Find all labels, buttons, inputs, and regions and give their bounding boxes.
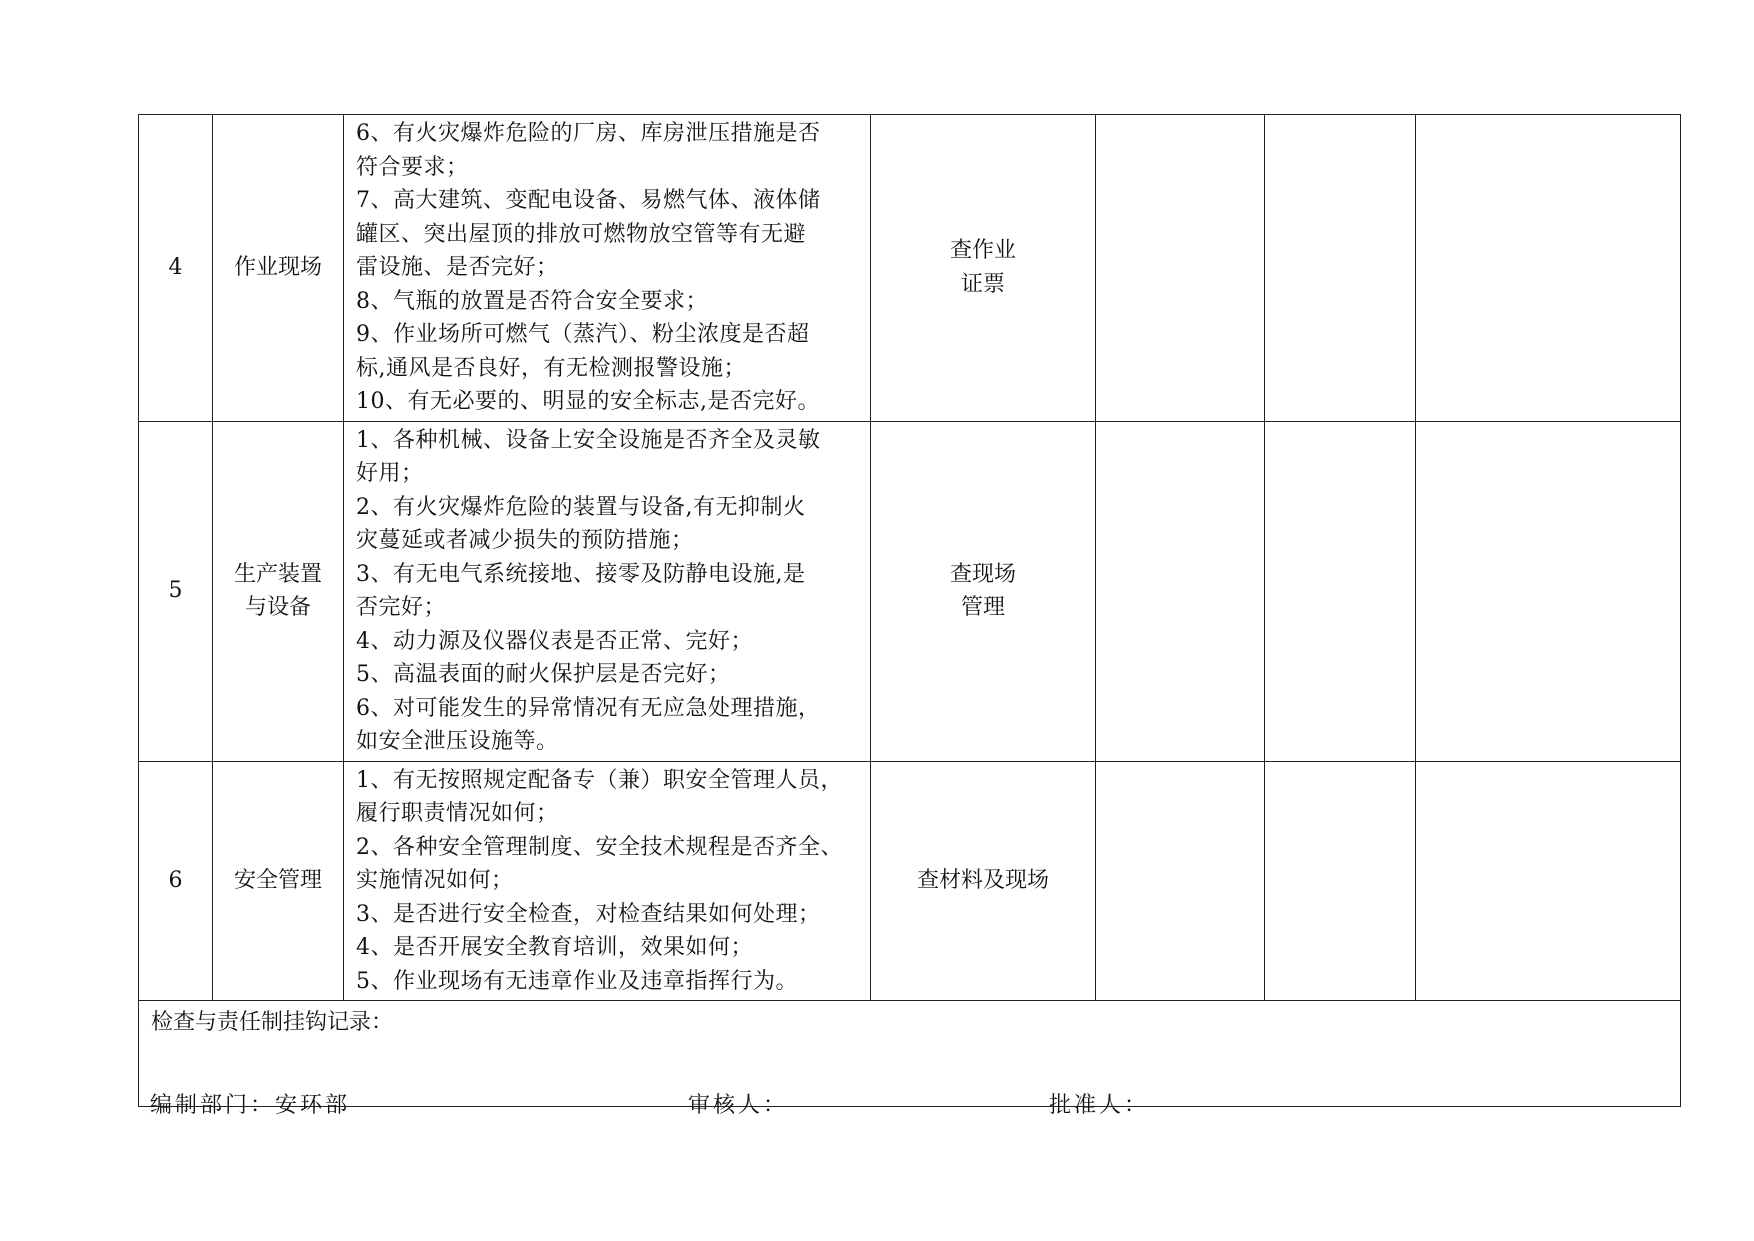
row-number: 6	[139, 761, 213, 1001]
blank-cell	[1096, 761, 1265, 1001]
check-method: 查现场 管理	[871, 421, 1096, 761]
footer-reviewer: 审核人：	[688, 1093, 789, 1118]
footer-department: 编制部门：安环部	[150, 1093, 351, 1118]
check-method: 查作业 证票	[871, 115, 1096, 422]
footer-approver: 批准人：	[1049, 1093, 1150, 1118]
blank-cell	[1265, 761, 1416, 1001]
row-number: 4	[139, 115, 213, 422]
check-content: 6、有火灾爆炸危险的厂房、库房泄压措施是否 符合要求； 7、高大建筑、变配电设备、易燃气体、液体储 罐区、突出屋顶的排放可燃物放空管等有无避 雷设施、是否完好； 8、气瓶的放置是否符合安全要求； 9、作业场所可燃气（蒸汽）、粉尘浓度是否超 标,通风是否良好，有无检测报警设施； 10、有无必要的、明显的安全标志,是否完好。	[344, 115, 871, 422]
blank-cell	[1096, 115, 1265, 422]
blank-cell	[1096, 421, 1265, 761]
table-row	[139, 761, 1681, 1001]
blank-cell	[1416, 421, 1681, 761]
check-content: 1、有无按照规定配备专（兼）职安全管理人员， 履行职责情况如何； 2、各种安全管理制度、安全技术规程是否齐全、 实施情况如何； 3、是否进行安全检查，对检查结果如何处理； 4、是否开展安全教育培训，效果如何； 5、作业现场有无违章作业及违章指挥行为。	[344, 761, 871, 1001]
row-number: 5	[139, 421, 213, 761]
check-item: 生产装置 与设备	[213, 421, 344, 761]
blank-cell	[1265, 421, 1416, 761]
check-content: 1、各种机械、设备上安全设施是否齐全及灵敏 好用； 2、有火灾爆炸危险的装置与设备,有无抑制火 灾蔓延或者减少损失的预防措施； 3、有无电气系统接地、接零及防静电设施,是 否完好； 4、动力源及仪器仪表是否正常、完好； 5、高温表面的耐火保护层是否完好； 6、对可能发生的异常情况有无应急处理措施， 如安全泄压设施等。	[344, 421, 871, 761]
table-row	[139, 115, 1681, 422]
blank-cell	[1416, 761, 1681, 1001]
blank-cell	[1416, 115, 1681, 422]
record-label: 检查与责任制挂钩记录：	[139, 1001, 1681, 1107]
table-row	[139, 421, 1681, 761]
check-item: 安全管理	[213, 761, 344, 1001]
safety-checklist-table	[138, 114, 1681, 1107]
check-method: 查材料及现场	[871, 761, 1096, 1001]
check-item: 作业现场	[213, 115, 344, 422]
blank-cell	[1265, 115, 1416, 422]
record-row	[139, 1001, 1681, 1107]
